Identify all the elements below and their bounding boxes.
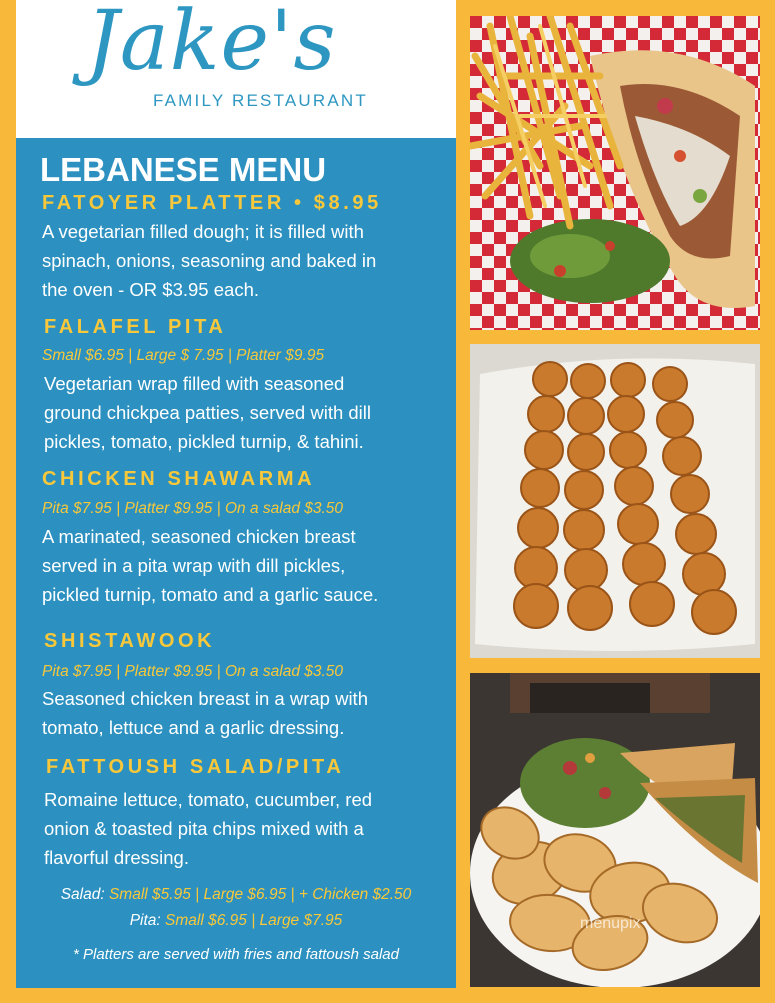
- menu-panel: [16, 138, 456, 988]
- menu-title: LEBANESE MENU: [40, 151, 327, 188]
- item-price-shistawook: Pita $7.95 | Platter $9.95 | On a salad $3.50: [42, 663, 344, 680]
- item-title-falafel: FALAFEL PITA: [44, 316, 227, 338]
- photo-fatoyer-platter: [470, 16, 760, 330]
- fattoush-plate-image: [470, 673, 760, 987]
- salad-price-values: Small $5.95 | Large $6.95 | + Chicken $2.50: [108, 886, 412, 903]
- item-desc-shawarma: A marinated, seasoned chicken breast served in a pita wrap with dill pickles, pickled turnip, tomato and a garlic sauce.: [42, 526, 379, 605]
- photo-falafel: [470, 344, 760, 658]
- pita-label: Pita:: [129, 912, 161, 929]
- item-title-fattoush: FATTOUSH SALAD/PITA: [46, 756, 345, 778]
- item-title-fatoyer: FATOYER PLATTER • $8.95: [42, 192, 382, 214]
- falafel-image: [470, 344, 760, 658]
- item-desc-fattoush: Romaine lettuce, tomato, cucumber, red onion & toasted pita chips mixed with a flavorful dressing.: [44, 789, 373, 868]
- photo-fattoush-plate: [470, 673, 760, 987]
- salad-label: Salad:: [60, 886, 105, 903]
- pita-price-values: Small $6.95 | Large $7.95: [165, 912, 343, 929]
- item-price-shawarma: Pita $7.95 | Platter $9.95 | On a salad $3.50: [42, 500, 344, 517]
- platter-footnote: * Platters are served with fries and fattoush salad: [72, 946, 399, 963]
- platter-image: [470, 16, 760, 330]
- logo-header: [16, 0, 456, 138]
- item-title-shawarma: CHICKEN SHAWARMA: [42, 468, 316, 490]
- pita-prices: [16, 912, 456, 930]
- item-price-falafel: Small $6.95 | Large $ 7.95 | Platter $9.95: [42, 347, 325, 364]
- item-desc-fatoyer: A vegetarian filled dough; it is filled with spinach, onions, seasoning and baked in the oven - OR $3.95 each.: [42, 221, 377, 300]
- item-desc-falafel: Vegetarian wrap filled with seasoned ground chickpea patties, served with dill pickles, tomato, pickled turnip, & tahini.: [44, 373, 372, 452]
- logo-subtitle: FAMILY RESTAURANT: [153, 91, 368, 110]
- item-desc-shistawook: Seasoned chicken breast in a wrap with tomato, lettuce and a garlic dressing.: [42, 688, 368, 738]
- item-title-shistawook: SHISTAWOOK: [44, 630, 216, 652]
- salad-prices: [16, 886, 456, 904]
- watermark-text: menupix: [580, 915, 641, 932]
- logo-script: Jake's: [86, 0, 337, 89]
